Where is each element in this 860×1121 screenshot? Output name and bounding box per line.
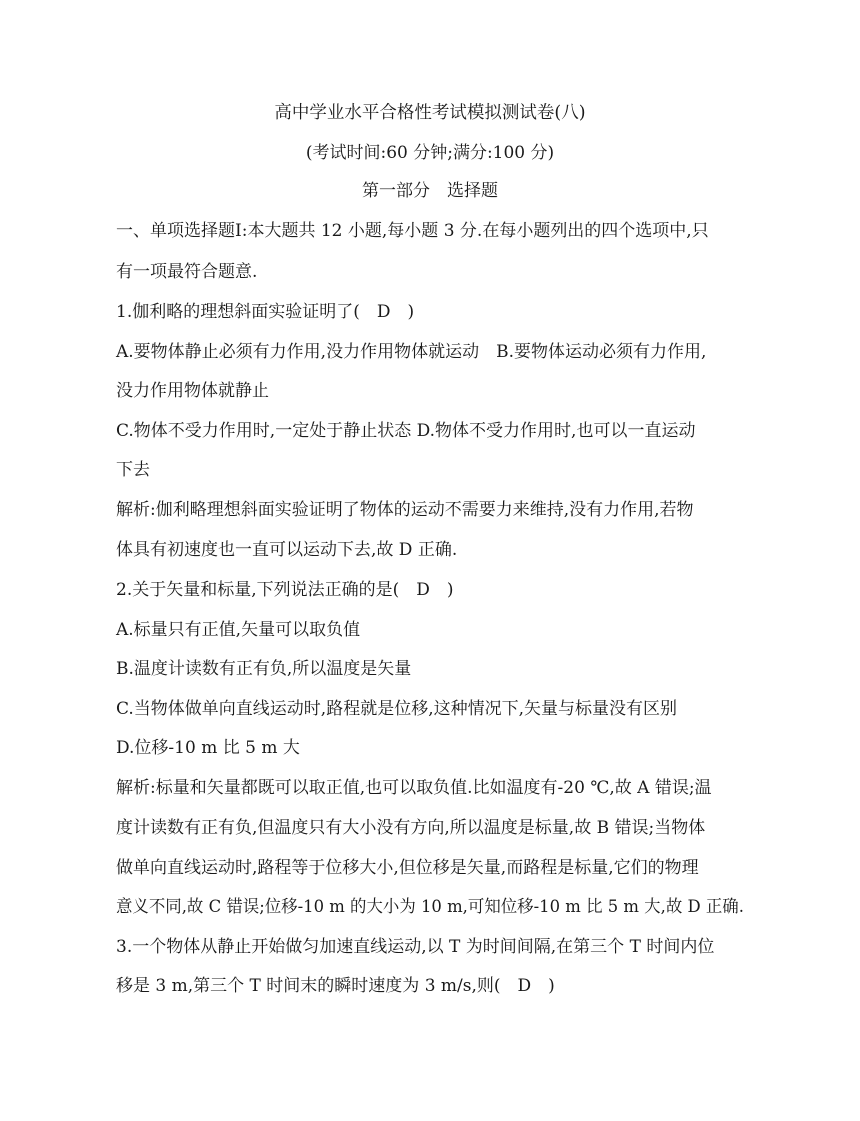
section-instruction-line-2: 有一项最符合题意. [116, 262, 258, 282]
question-1-analysis-line-2: 体具有初速度也一直可以运动下去,故 D 正确. [116, 540, 458, 560]
question-2-option-a: A.标量只有正值,矢量可以取负值 [116, 620, 361, 640]
question-1-stem: 1.伽利略的理想斜面实验证明了( D ) [116, 302, 415, 322]
question-1-options-ab-line-2: 没力作用物体就静止 [116, 381, 269, 401]
question-2-analysis-line-2: 度计读数有正有负,但温度只有大小没有方向,所以温度是标量,故 B 错误;当物体 [116, 818, 706, 838]
question-2-option-d: D.位移-10 m 比 5 m 大 [116, 738, 300, 758]
question-3-stem-line-2: 移是 3 m,第三个 T 时间末的瞬时速度为 3 m/s,则( D ) [116, 976, 555, 996]
question-2-analysis-line-4: 意义不同,故 C 错误;位移-10 m 的大小为 10 m,可知位移-10 m 比 5 m 大,故 D 正确. [116, 897, 744, 917]
section-instruction-line-1: 一、单项选择题Ⅰ:本大题共 12 小题,每小题 3 分.在每小题列出的四个选项中,只 [116, 221, 709, 241]
question-2-option-c: C.当物体做单向直线运动时,路程就是位移,这种情况下,矢量与标量没有区别 [116, 699, 678, 719]
question-1-analysis-line-1: 解析:伽利略理想斜面实验证明了物体的运动不需要力来维持,没有力作用,若物 [116, 500, 694, 520]
question-2-stem: 2.关于矢量和标量,下列说法正确的是( D ) [116, 580, 454, 600]
exam-title: 高中学业水平合格性考试模拟测试卷(八) [274, 103, 586, 123]
question-3-stem-line-1: 3.一个物体从静止开始做匀加速直线运动,以 T 为时间间隔,在第三个 T 时间内位 [116, 937, 715, 957]
part-title: 第一部分 选择题 [362, 181, 498, 201]
question-1-options-ab-line-1: A.要物体静止必须有力作用,没力作用物体就运动 B.要物体运动必须有力作用, [116, 342, 707, 362]
question-2-option-b: B.温度计读数有正有负,所以温度是矢量 [116, 659, 412, 679]
exam-info: (考试时间:60 分钟;满分:100 分) [305, 143, 555, 163]
question-1-options-cd-line-2: 下去 [116, 460, 150, 480]
question-2-analysis-line-1: 解析:标量和矢量都既可以取正值,也可以取负值.比如温度有-20 ℃,故 A 错误;温 [116, 778, 712, 798]
question-1-options-cd-line-1: C.物体不受力作用时,一定处于静止状态 D.物体不受力作用时,也可以一直运动 [116, 421, 696, 441]
question-2-analysis-line-3: 做单向直线运动时,路程等于位移大小,但位移是矢量,而路程是标量,它们的物理 [116, 858, 699, 878]
